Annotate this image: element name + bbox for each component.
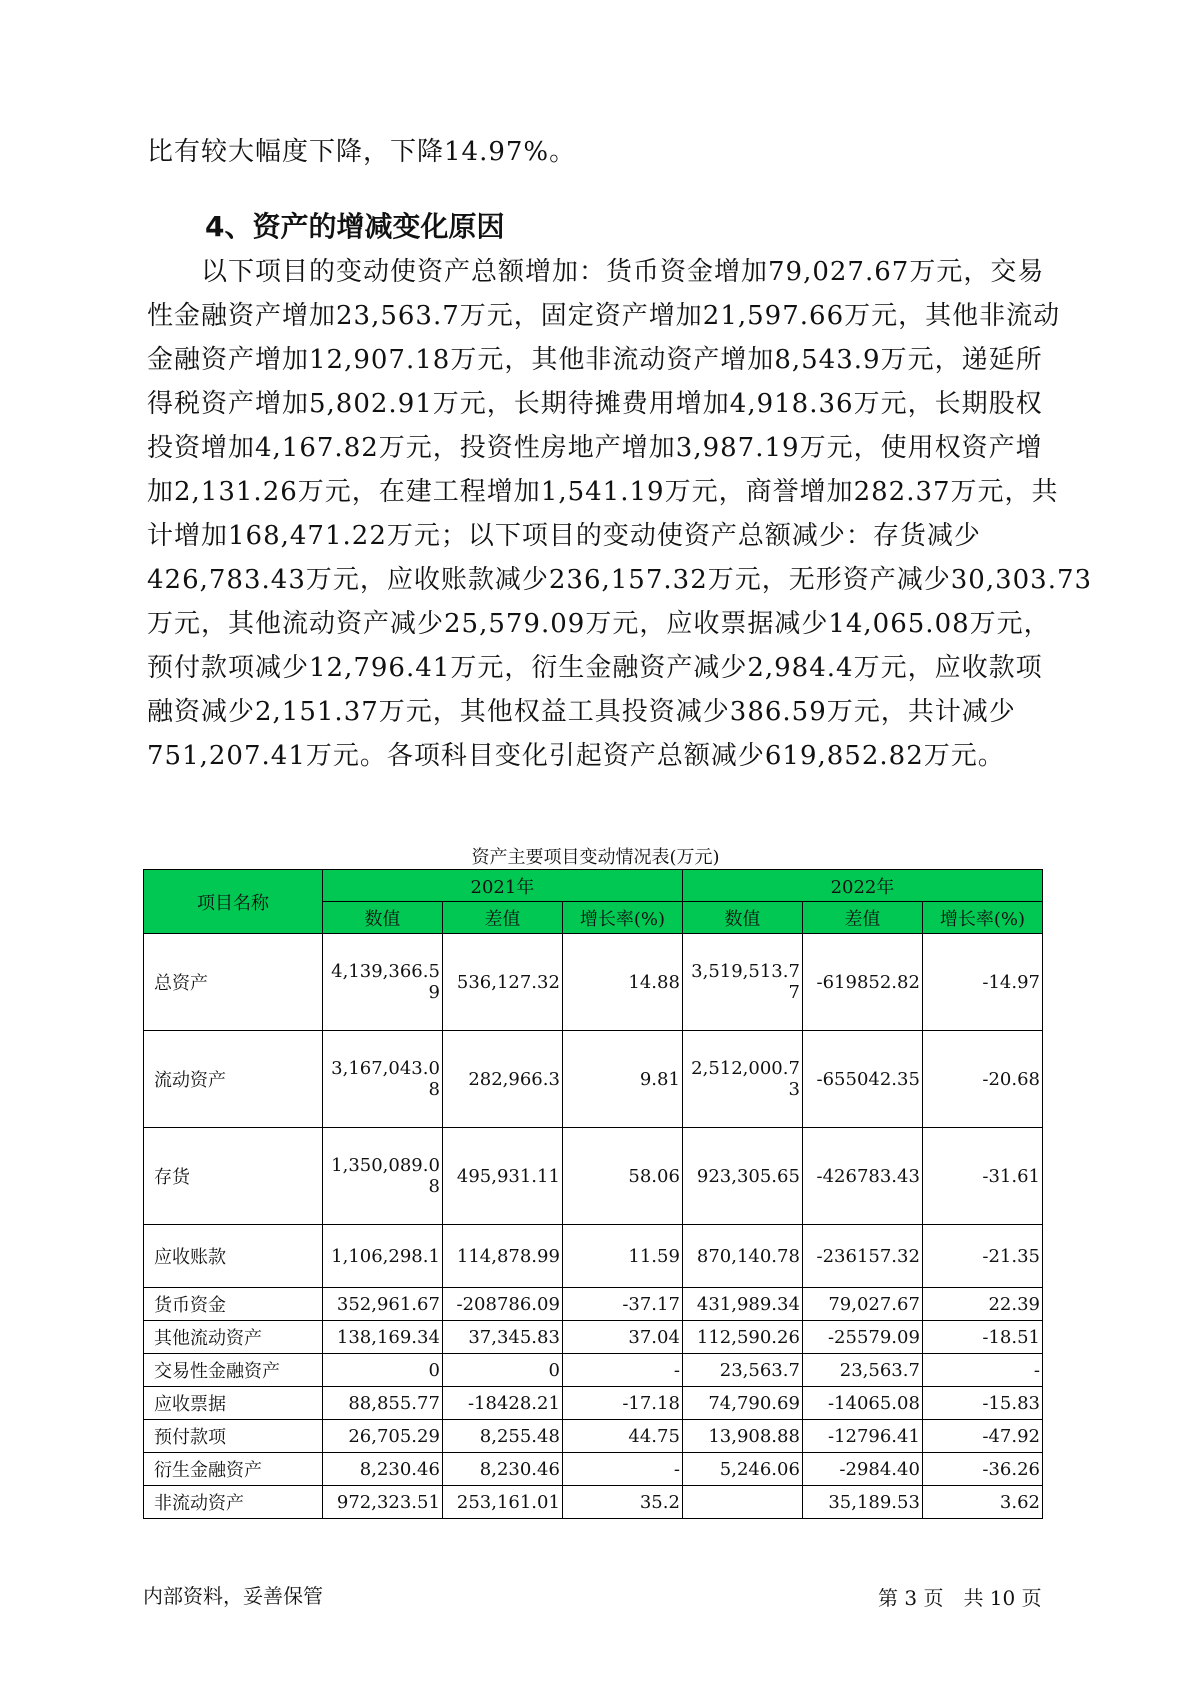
value-cell: 253,161.01 bbox=[442, 1486, 562, 1519]
row-label-cell: 预付款项 bbox=[144, 1420, 323, 1453]
paragraph-line: 金融资产增加12,907.18万元，其他非流动资产增加8,543.9万元，递延所 bbox=[147, 345, 1043, 375]
value-cell: -17.18 bbox=[562, 1387, 682, 1420]
value-cell: 352,961.67 bbox=[322, 1288, 442, 1321]
value-cell: 13,908.88 bbox=[682, 1420, 802, 1453]
value-cell: 138,169.34 bbox=[322, 1321, 442, 1354]
value-cell bbox=[682, 1486, 802, 1519]
value-cell: 88,855.77 bbox=[322, 1387, 442, 1420]
sub-header: 数值 bbox=[682, 902, 802, 934]
value-cell: -18.51 bbox=[922, 1321, 1042, 1354]
sub-header: 差值 bbox=[442, 902, 562, 934]
value-cell: 1,106,298.1 bbox=[322, 1225, 442, 1288]
value-cell: 26,705.29 bbox=[322, 1420, 442, 1453]
value-cell: 3,167,043.08 bbox=[322, 1031, 442, 1128]
value-cell: 37,345.83 bbox=[442, 1321, 562, 1354]
row-label-cell: 非流动资产 bbox=[144, 1486, 323, 1519]
sub-header: 增长率(%) bbox=[922, 902, 1042, 934]
row-label-cell: 流动资产 bbox=[144, 1031, 323, 1128]
paragraph-line: 得税资产增加5,802.91万元，长期待摊费用增加4,918.36万元，长期股权 bbox=[147, 389, 1043, 419]
table-row bbox=[144, 1387, 1043, 1420]
row-label-cell: 总资产 bbox=[144, 934, 323, 1031]
row-label-cell: 货币资金 bbox=[144, 1288, 323, 1321]
row-label-cell: 衍生金融资产 bbox=[144, 1453, 323, 1486]
table-caption: 资产主要项目变动情况表(万元) bbox=[471, 847, 720, 868]
row-label-cell: 其他流动资产 bbox=[144, 1321, 323, 1354]
value-cell: -47.92 bbox=[922, 1420, 1042, 1453]
value-cell: -21.35 bbox=[922, 1225, 1042, 1288]
sub-header: 增长率(%) bbox=[562, 902, 682, 934]
value-cell: 495,931.11 bbox=[442, 1128, 562, 1225]
table-row bbox=[144, 1486, 1043, 1519]
sub-header: 数值 bbox=[322, 902, 442, 934]
value-cell: 0 bbox=[322, 1354, 442, 1387]
value-cell: -25579.09 bbox=[802, 1321, 922, 1354]
value-cell: 8,230.46 bbox=[442, 1453, 562, 1486]
paragraph-line: 计增加168,471.22万元；以下项目的变动使资产总额减少：存货减少 bbox=[147, 521, 981, 551]
value-cell: -12796.41 bbox=[802, 1420, 922, 1453]
value-cell: -2984.40 bbox=[802, 1453, 922, 1486]
value-cell: -20.68 bbox=[922, 1031, 1042, 1128]
value-cell: - bbox=[562, 1453, 682, 1486]
table-row bbox=[144, 1225, 1043, 1288]
value-cell: -426783.43 bbox=[802, 1128, 922, 1225]
table-row bbox=[144, 1420, 1043, 1453]
sub-header: 差值 bbox=[802, 902, 922, 934]
value-cell: - bbox=[922, 1354, 1042, 1387]
paragraph-line: 投资增加4,167.82万元，投资性房地产增加3,987.19万元，使用权资产增 bbox=[147, 433, 1043, 463]
table-row bbox=[144, 1453, 1043, 1486]
value-cell: 3,519,513.77 bbox=[682, 934, 802, 1031]
value-cell: 5,246.06 bbox=[682, 1453, 802, 1486]
value-cell: 0 bbox=[442, 1354, 562, 1387]
paragraph-line: 预付款项减少12,796.41万元，衍生金融资产减少2,984.4万元，应收款项 bbox=[147, 653, 1043, 683]
value-cell: 972,323.51 bbox=[322, 1486, 442, 1519]
value-cell: 923,305.65 bbox=[682, 1128, 802, 1225]
value-cell: 431,989.34 bbox=[682, 1288, 802, 1321]
value-cell: -15.83 bbox=[922, 1387, 1042, 1420]
year-2022-header: 2022年 bbox=[682, 870, 1042, 902]
paragraph-line: 性金融资产增加23,563.7万元，固定资产增加21,597.66万元，其他非流动 bbox=[147, 301, 1061, 331]
value-cell: -619852.82 bbox=[802, 934, 922, 1031]
value-cell: -14.97 bbox=[922, 934, 1042, 1031]
paragraph-line: 426,783.43万元，应收账款减少236,157.32万元，无形资产减少30,303.73 bbox=[147, 565, 1093, 595]
value-cell: 74,790.69 bbox=[682, 1387, 802, 1420]
value-cell: 3.62 bbox=[922, 1486, 1042, 1519]
value-cell: -655042.35 bbox=[802, 1031, 922, 1128]
row-label-cell: 应收账款 bbox=[144, 1225, 323, 1288]
value-cell: - bbox=[562, 1354, 682, 1387]
paragraph-line: 融资减少2,151.37万元，其他权益工具投资减少386.59万元，共计减少 bbox=[147, 697, 1016, 727]
value-cell: 35,189.53 bbox=[802, 1486, 922, 1519]
section-heading: 4、资产的增减变化原因 bbox=[205, 210, 505, 243]
value-cell: 35.2 bbox=[562, 1486, 682, 1519]
footer-confidential: 内部资料，妥善保管 bbox=[143, 1584, 323, 1608]
table-row bbox=[144, 1288, 1043, 1321]
table-row bbox=[144, 1321, 1043, 1354]
item-name-header: 项目名称 bbox=[144, 870, 323, 934]
body-paragraph bbox=[147, 250, 1093, 778]
value-cell: -208786.09 bbox=[442, 1288, 562, 1321]
value-cell: 536,127.32 bbox=[442, 934, 562, 1031]
table-row bbox=[144, 1128, 1043, 1225]
paragraph-line: 万元，其他流动资产减少25,579.09万元，应收票据减少14,065.08万元， bbox=[147, 609, 1051, 639]
value-cell: 14.88 bbox=[562, 934, 682, 1031]
value-cell: 870,140.78 bbox=[682, 1225, 802, 1288]
value-cell: -37.17 bbox=[562, 1288, 682, 1321]
value-cell: 282,966.3 bbox=[442, 1031, 562, 1128]
value-cell: 2,512,000.73 bbox=[682, 1031, 802, 1128]
table-row bbox=[144, 934, 1043, 1031]
paragraph-line: 751,207.41万元。各项科目变化引起资产总额减少619,852.82万元。 bbox=[147, 741, 1005, 771]
paragraph-line: 以下项目的变动使资产总额增加：货币资金增加79,027.67万元，交易 bbox=[147, 257, 1045, 287]
assets-change-table bbox=[143, 869, 1043, 1519]
value-cell: 44.75 bbox=[562, 1420, 682, 1453]
row-label-cell: 交易性金融资产 bbox=[144, 1354, 323, 1387]
value-cell: -36.26 bbox=[922, 1453, 1042, 1486]
value-cell: 22.39 bbox=[922, 1288, 1042, 1321]
value-cell: 11.59 bbox=[562, 1225, 682, 1288]
value-cell: 112,590.26 bbox=[682, 1321, 802, 1354]
year-2021-header: 2021年 bbox=[322, 870, 682, 902]
row-label-cell: 应收票据 bbox=[144, 1387, 323, 1420]
value-cell: 114,878.99 bbox=[442, 1225, 562, 1288]
row-label-cell: 存货 bbox=[144, 1128, 323, 1225]
value-cell: 58.06 bbox=[562, 1128, 682, 1225]
footer-page-number: 第 3 页 共 10 页 bbox=[878, 1586, 1042, 1610]
value-cell: 79,027.67 bbox=[802, 1288, 922, 1321]
value-cell: 23,563.7 bbox=[802, 1354, 922, 1387]
value-cell: -236157.32 bbox=[802, 1225, 922, 1288]
value-cell: 8,230.46 bbox=[322, 1453, 442, 1486]
value-cell: -31.61 bbox=[922, 1128, 1042, 1225]
value-cell: 4,139,366.59 bbox=[322, 934, 442, 1031]
table-row bbox=[144, 1354, 1043, 1387]
value-cell: 1,350,089.08 bbox=[322, 1128, 442, 1225]
value-cell: -18428.21 bbox=[442, 1387, 562, 1420]
value-cell: 9.81 bbox=[562, 1031, 682, 1128]
intro-line: 比有较大幅度下降，下降14.97%。 bbox=[147, 137, 577, 167]
value-cell: 8,255.48 bbox=[442, 1420, 562, 1453]
paragraph-line: 加2,131.26万元，在建工程增加1,541.19万元，商誉增加282.37万元，共 bbox=[147, 477, 1059, 507]
value-cell: 37.04 bbox=[562, 1321, 682, 1354]
table-row bbox=[144, 1031, 1043, 1128]
value-cell: 23,563.7 bbox=[682, 1354, 802, 1387]
value-cell: -14065.08 bbox=[802, 1387, 922, 1420]
